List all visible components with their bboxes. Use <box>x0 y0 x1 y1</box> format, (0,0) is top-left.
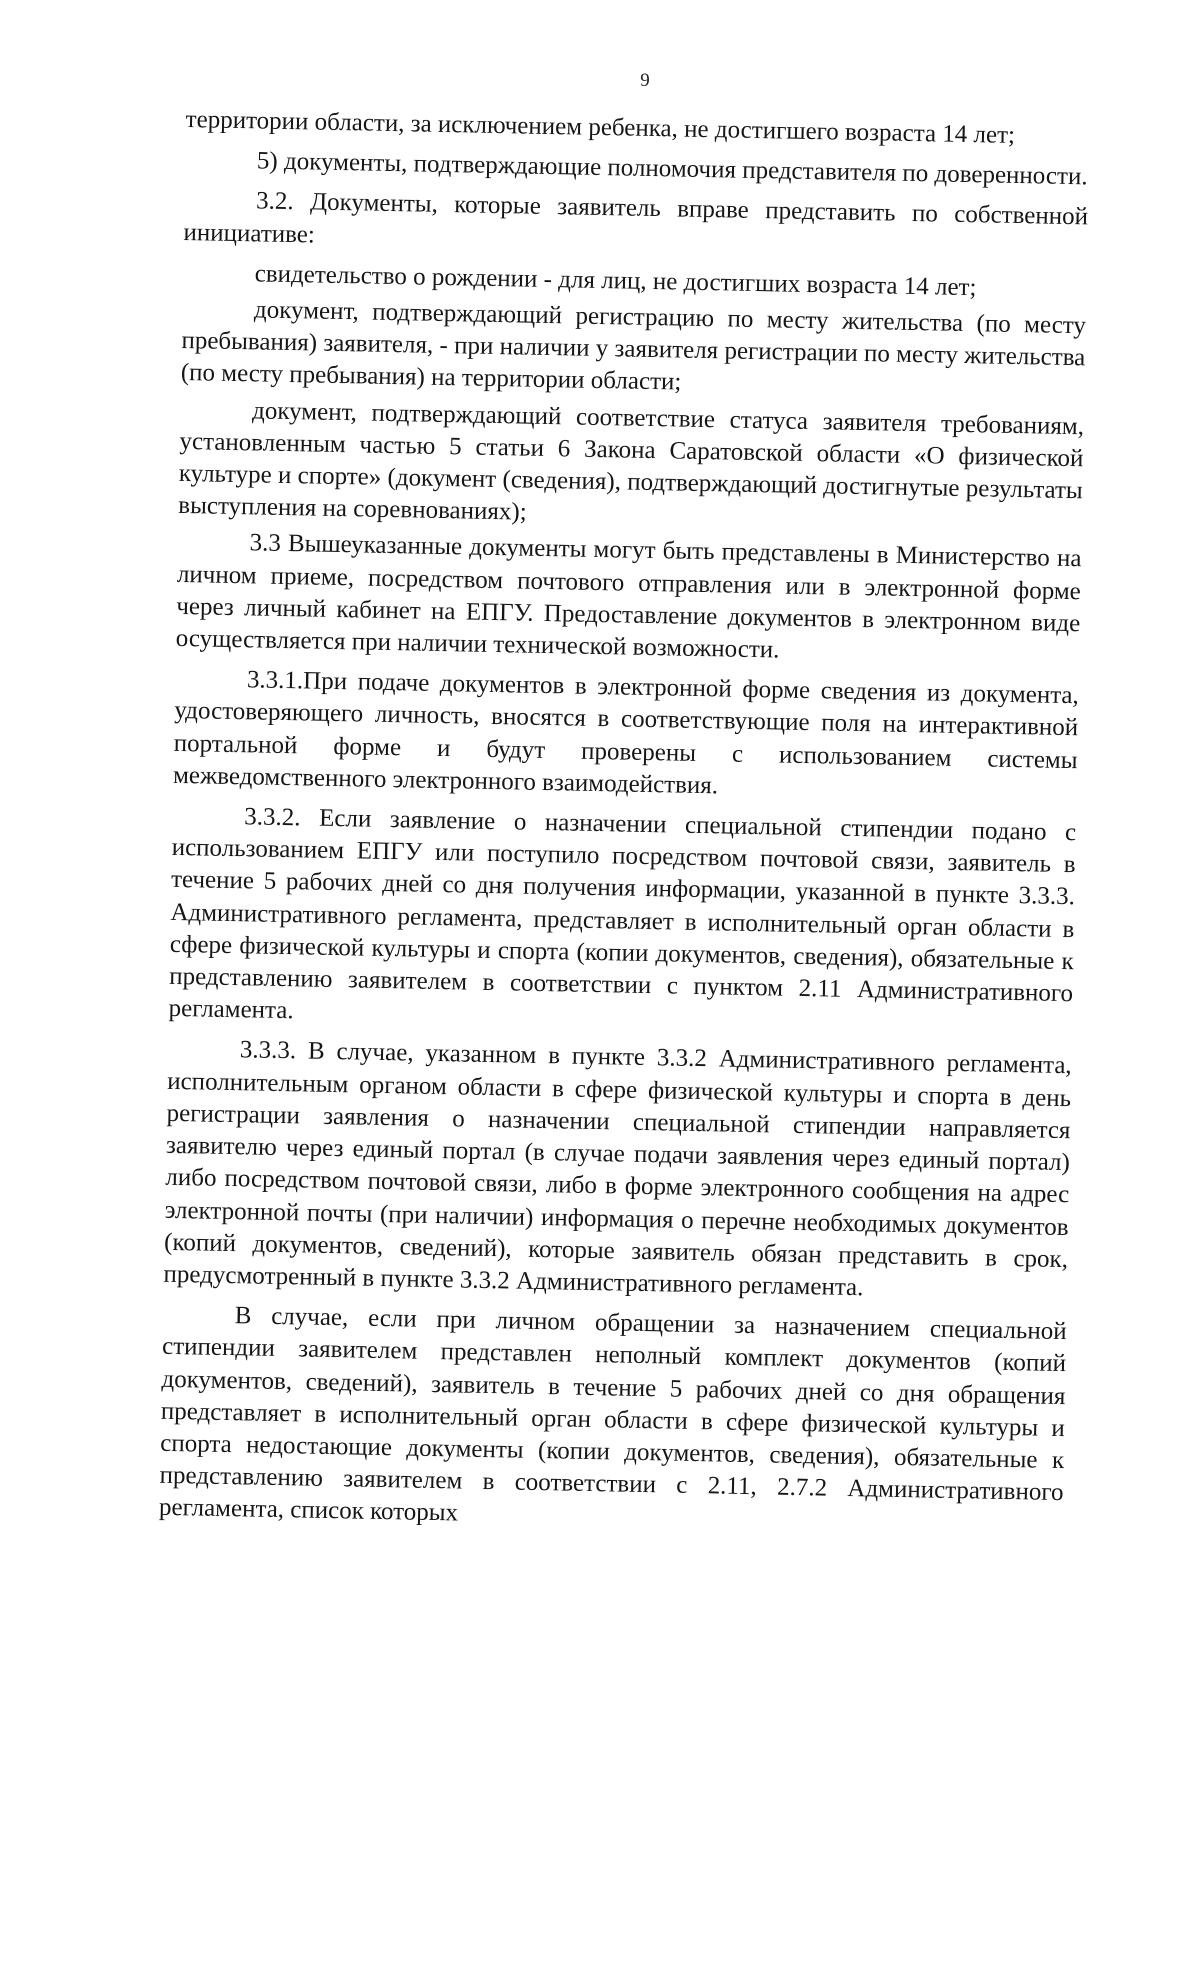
paragraph-item-5: 5) документы, подтверждающие полномочия представителя по доверенности. <box>256 147 1088 191</box>
paragraph-3-3: 3.3 Вышеуказанные документы могут быть представлены в Министерство на личном приеме, посредством почтового отправления или в электронной форме через личный кабинет на ЕПГУ. Предоставление документов в электронном виде осуществляется при наличии технической возможности. <box>175 529 1082 664</box>
paragraph-continuation: территории области, за исключением ребенка, не достигшего возраста 14 лет; <box>185 105 1016 149</box>
list-item-registration-document: документ, подтверждающий регистрацию по месту жительства (по месту пребывания) заявителя, - при наличии у заявителя регистрации по месту жительства (по месту пребывания) на территории области; <box>180 296 1087 396</box>
paragraph-incomplete-set: В случае, если при личном обращении за назначением специальной стипендии заявителем представлен неполный комплект документов (копий документов, сведений), заявитель в течение 5 рабочих дней со дня обращения представляет в исполнительный орган области в сфере физической культуры и спорта недостающие документы (копии документов, сведения), обязательные к представлению заявителем в соответствии с 2.11, 2.7.2 Административного регламента, список которых <box>158 1302 1067 1527</box>
paragraph-3-3-2: 3.3.2. Если заявление о назначении специальной стипендии подано с использованием ЕПГУ или поступило посредством почтовой связи, заявитель в течение 5 рабочих дней со дня получения информации, указанной в пункте 3.3.3. Административного регламента, представляет в исполнительный орган области в сфере физической культуры и спорта (копии документов, сведения), обязательные к представлению заявителем в соответствии с пунктом 2.11 Административного регламента. <box>168 803 1077 1025</box>
page-number: 9 <box>640 70 650 91</box>
paragraph-3-2: 3.2. Документы, которые заявитель вправе представить по собственной инициативе: <box>183 187 1089 249</box>
paragraph-3-3-3: 3.3.3. В случае, указанном в пункте 3.3.2 Административного регламента, исполнительным органом области в сфере физической культуры и спорта в день регистрации заявления о назначении специальной стипендии направляется заявителю через единый портал (в случае подачи заявления через единый портал) либо посредством почтовой связи, либо в форме электронного сообщения на адрес электронной почты (при наличии) информация о перечне необходимых документов (копий документов, сведений), которые заявитель обязан представить в срок, предусмотренный в пункте 3.3.2 Административного регламента. <box>163 1036 1072 1302</box>
list-item-birth-certificate: свидетельство о рождении - для лиц, не достигших возраста 14 лет; <box>254 260 977 302</box>
list-item-status-document: документ, подтверждающий соответствие статуса заявителя требованиям, установленным частью 5 статьи 6 Закона Саратовской области «О физической культуре и спорте» (документ (сведения), подтверждающий достигнутые результаты выступления на соревнованиях); <box>178 396 1085 526</box>
paragraph-3-3-1: 3.3.1.При подаче документов в электронной форме сведения из документа, удостоверяющего личность, вносятся в соответствующие поля на интерактивной портальной форме и будут проверены с использованием системы межведомственного электронного взаимодействия. <box>172 666 1080 800</box>
document-body <box>159 104 1090 1542</box>
